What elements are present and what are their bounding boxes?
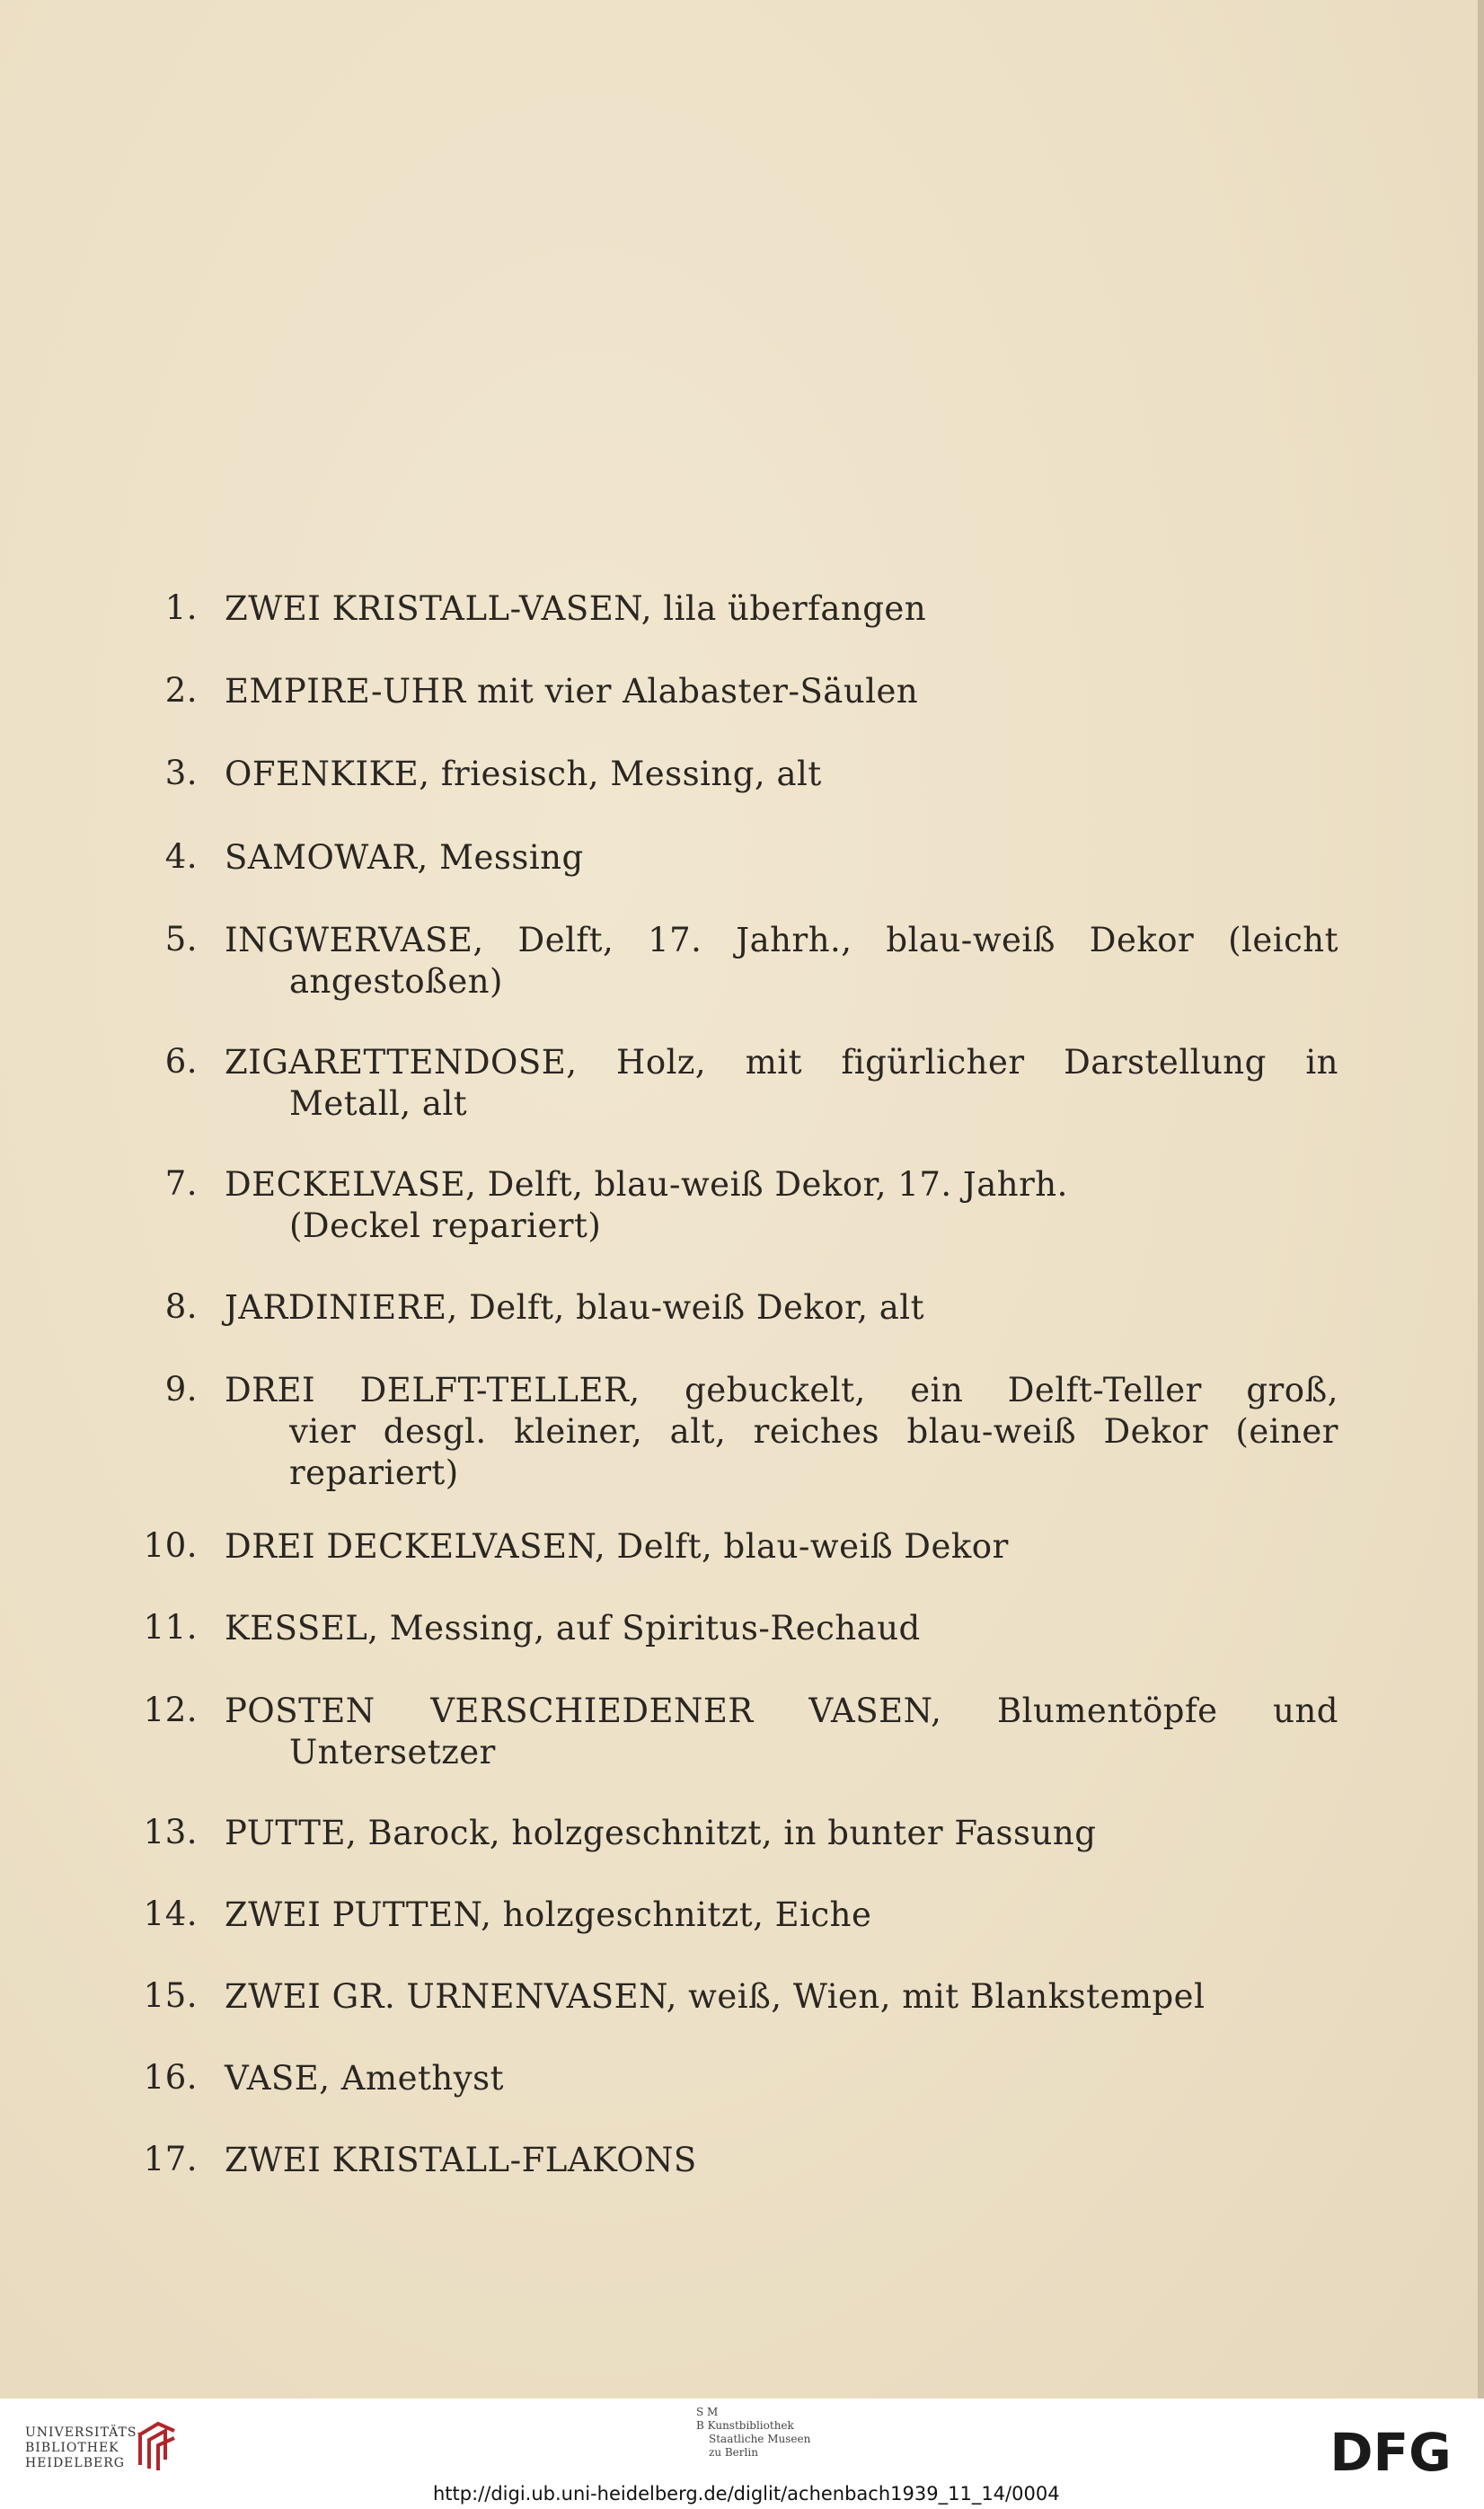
item-description xyxy=(225,588,1338,630)
description-line: INGWERVASE, Delft, 17. Jahrh., blau-weiß Dekor (leicht xyxy=(225,921,1338,959)
description-line: POSTEN VERSCHIEDENER VASEN, Blumentöpfe und xyxy=(225,1692,1338,1730)
item-number: 12. xyxy=(143,1691,198,1729)
item-description xyxy=(225,671,1338,712)
description-line: ZIGARETTENDOSE, Holz, mit figürlicher Darstellung in xyxy=(225,1043,1338,1082)
item-description xyxy=(225,837,1338,879)
item-description xyxy=(225,920,1338,1003)
item-description xyxy=(225,1608,1338,1649)
item-number: 2. xyxy=(164,671,198,710)
item-number: 16. xyxy=(143,2058,198,2097)
stamp-line: zu Berlin xyxy=(709,2446,758,2459)
library-line: HEIDELBERG xyxy=(25,2456,125,2470)
description-line: vier desgl. kleiner, alt, reiches blau-weiß Dekor (einer xyxy=(289,1412,1338,1451)
library-line: UNIVERSITÄTS- xyxy=(25,2425,143,2440)
description-line: angestoßen) xyxy=(289,962,503,1001)
item-description xyxy=(225,2140,1338,2181)
item-description xyxy=(225,1691,1338,1773)
page-edge xyxy=(1478,0,1484,2399)
item-number: 14. xyxy=(143,1895,198,1933)
description-line: PUTTE, Barock, holzgeschnitzt, in bunter Fassung xyxy=(225,1814,1097,1852)
item-number: 3. xyxy=(164,754,198,792)
item-description xyxy=(225,754,1338,795)
description-line: KESSEL, Messing, auf Spiritus-Rechaud xyxy=(225,1609,921,1648)
footer-bar xyxy=(0,2399,1484,2509)
library-line: BIBLIOTHEK xyxy=(25,2441,119,2455)
description-line: ZWEI KRISTALL-VASEN, lila überfangen xyxy=(225,589,927,628)
item-description xyxy=(225,1370,1338,1494)
item-number: 13. xyxy=(143,1813,198,1851)
item-number: 15. xyxy=(143,1976,198,2015)
item-number: 10. xyxy=(143,1526,198,1565)
description-line: repariert) xyxy=(289,1453,459,1492)
description-line: Metall, alt xyxy=(289,1084,468,1123)
item-description xyxy=(225,1526,1338,1568)
stamp-line: B Kunstbibliothek xyxy=(696,2419,794,2432)
university-seal-icon xyxy=(135,2418,180,2474)
item-description xyxy=(225,2058,1338,2099)
item-description xyxy=(225,1042,1338,1125)
dfg-logo[interactable] xyxy=(1319,2425,1462,2479)
description-line: DREI DECKELVASEN, Delft, blau-weiß Dekor xyxy=(225,1527,1009,1566)
description-line: (Deckel repariert) xyxy=(289,1206,602,1245)
description-line: DREI DELFT-TELLER, gebuckelt, ein Delft-Teller groß, xyxy=(225,1371,1338,1409)
item-description xyxy=(225,1164,1338,1247)
description-line: EMPIRE-UHR mit vier Alabaster-Säulen xyxy=(225,672,919,711)
item-number: 8. xyxy=(164,1287,198,1326)
description-line: JARDINIERE, Delft, blau-weiß Dekor, alt xyxy=(225,1288,925,1327)
description-line: ZWEI PUTTEN, holzgeschnitzt, Eiche xyxy=(225,1895,872,1934)
university-library-logo-text[interactable] xyxy=(25,2425,143,2471)
item-number: 9. xyxy=(164,1370,198,1409)
item-description xyxy=(225,1287,1338,1329)
museum-stamp xyxy=(696,2406,810,2460)
item-number: 6. xyxy=(164,1042,198,1081)
description-line: SAMOWAR, Messing xyxy=(225,838,584,877)
description-line: VASE, Amethyst xyxy=(225,2059,504,2098)
item-number: 4. xyxy=(164,837,198,876)
dfg-logo-text: DFG xyxy=(1329,2425,1452,2479)
item-number: 17. xyxy=(143,2140,198,2178)
item-number: 11. xyxy=(143,1608,198,1647)
permalink-url[interactable]: http://digi.ub.uni-heidelberg.de/diglit/achenbach1939_11_14/0004 xyxy=(433,2483,1060,2505)
description-line: DECKELVASE, Delft, blau-weiß Dekor, 17. Jahrh. xyxy=(225,1165,1068,1204)
stamp-line: S M xyxy=(696,2406,719,2418)
item-description xyxy=(225,1976,1338,2018)
description-line: Untersetzer xyxy=(289,1733,496,1771)
item-number: 5. xyxy=(164,920,198,959)
description-line: ZWEI KRISTALL-FLAKONS xyxy=(225,2141,697,2179)
item-number: 7. xyxy=(164,1164,198,1203)
item-number: 1. xyxy=(164,588,198,627)
item-description xyxy=(225,1813,1338,1854)
stamp-line: Staatliche Museen xyxy=(709,2433,811,2445)
item-description xyxy=(225,1895,1338,1936)
description-line: ZWEI GR. URNENVASEN, weiß, Wien, mit Blankstempel xyxy=(225,1977,1206,2016)
description-line: OFENKIKE, friesisch, Messing, alt xyxy=(225,755,822,793)
